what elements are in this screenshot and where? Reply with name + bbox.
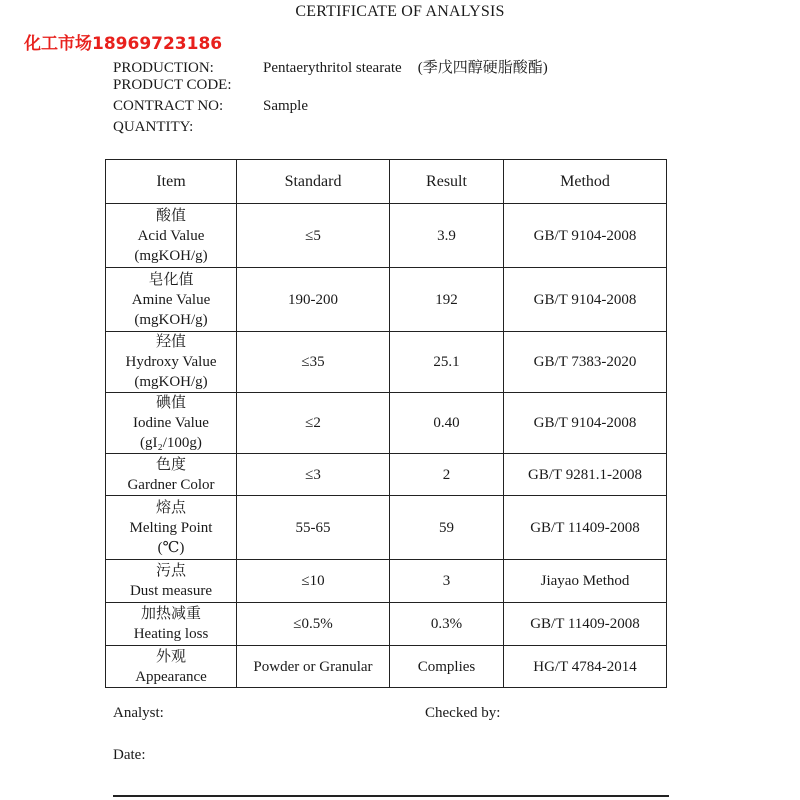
page-title: CERTIFICATE OF ANALYSIS bbox=[295, 3, 505, 20]
method-cell: GB/T 9104-2008 bbox=[504, 268, 667, 332]
table-row bbox=[106, 393, 667, 454]
method-cell: GB/T 7383-2020 bbox=[504, 332, 667, 393]
item-en: Heating loss bbox=[133, 626, 209, 642]
method-cell: GB/T 9104-2008 bbox=[504, 204, 667, 268]
item-unit: (mgKOH/g) bbox=[134, 247, 208, 264]
standard-cell: ≤35 bbox=[237, 332, 390, 393]
header-result: Result bbox=[390, 160, 504, 204]
table-row bbox=[106, 332, 667, 393]
item-en: Dust measure bbox=[129, 583, 213, 599]
quantity-label: QUANTITY: bbox=[113, 119, 194, 135]
result-cell: 2 bbox=[390, 454, 504, 496]
item-cn: 外观 bbox=[155, 648, 186, 665]
result-cell: 25.1 bbox=[390, 332, 504, 393]
standard-cell: ≤3 bbox=[237, 454, 390, 496]
analyst-label: Analyst: bbox=[113, 705, 164, 721]
item-cell bbox=[106, 454, 237, 496]
item-en: Gardner Color bbox=[127, 476, 215, 493]
table-row bbox=[106, 268, 667, 332]
standard-cell: ≤0.5% bbox=[237, 603, 390, 646]
table-row bbox=[106, 603, 667, 646]
production-value-cn: (季戊四醇硬脂酸酯) bbox=[417, 60, 548, 76]
date-label: Date: bbox=[113, 747, 146, 763]
standard-cell: 55-65 bbox=[237, 496, 390, 560]
checked-by-label: Checked by: bbox=[425, 705, 501, 721]
production-label: PRODUCTION: bbox=[113, 60, 214, 76]
result-cell: 59 bbox=[390, 496, 504, 560]
item-en: Melting Point bbox=[129, 519, 213, 536]
item-cn: 污点 bbox=[155, 563, 186, 579]
header-method: Method bbox=[504, 160, 667, 204]
standard-cell: Powder or Granular bbox=[237, 646, 390, 688]
header-standard: Standard bbox=[237, 160, 390, 204]
result-cell: 3.9 bbox=[390, 204, 504, 268]
result-cell: 0.40 bbox=[390, 393, 504, 454]
item-cell bbox=[106, 496, 237, 560]
result-cell: 3 bbox=[390, 560, 504, 603]
item-cell bbox=[106, 332, 237, 393]
item-en: Iodine Value bbox=[133, 415, 209, 431]
product-code-label: PRODUCT CODE: bbox=[113, 77, 232, 93]
method-cell: HG/T 4784-2014 bbox=[504, 646, 667, 688]
item-unit: (mgKOH/g) bbox=[134, 374, 208, 390]
quantity-row bbox=[113, 119, 263, 136]
result-cell: 0.3% bbox=[390, 603, 504, 646]
item-cn: 色度 bbox=[155, 456, 186, 473]
table-row bbox=[106, 646, 667, 688]
standard-cell: 190-200 bbox=[237, 268, 390, 332]
item-cell bbox=[106, 204, 237, 268]
production-value: Pentaerythritol stearate bbox=[263, 60, 402, 76]
method-cell: GB/T 11409-2008 bbox=[504, 496, 667, 560]
method-cell: GB/T 11409-2008 bbox=[504, 603, 667, 646]
header-item: Item bbox=[106, 160, 237, 204]
item-cn: 加热减重 bbox=[140, 606, 201, 622]
item-unit: (gI₂/100g) bbox=[140, 435, 202, 451]
analysis-table bbox=[105, 159, 667, 688]
result-cell: 192 bbox=[390, 268, 504, 332]
item-cn: 羟值 bbox=[155, 334, 186, 350]
watermark-phone: 化工市场18969723186 bbox=[24, 34, 223, 54]
table-row bbox=[106, 454, 667, 496]
item-en: Amine Value bbox=[131, 291, 211, 308]
signature-rule bbox=[113, 795, 669, 797]
table-row bbox=[106, 496, 667, 560]
contract-row bbox=[113, 98, 308, 115]
table-row bbox=[106, 204, 667, 268]
item-cell bbox=[106, 393, 237, 454]
standard-cell: ≤10 bbox=[237, 560, 390, 603]
item-en: Hydroxy Value bbox=[125, 354, 217, 370]
item-unit: (mgKOH/g) bbox=[134, 311, 208, 328]
item-cell bbox=[106, 560, 237, 603]
method-cell: Jiayao Method bbox=[504, 560, 667, 603]
standard-cell: ≤5 bbox=[237, 204, 390, 268]
item-unit: (℃) bbox=[157, 539, 185, 556]
result-cell: Complies bbox=[390, 646, 504, 688]
item-en: Acid Value bbox=[137, 227, 205, 244]
production-row bbox=[113, 56, 548, 77]
method-cell: GB/T 9104-2008 bbox=[504, 393, 667, 454]
contract-value: Sample bbox=[263, 98, 308, 114]
item-cell bbox=[106, 646, 237, 688]
item-cn: 碘值 bbox=[155, 395, 186, 411]
item-cn: 酸值 bbox=[155, 207, 186, 224]
table-row bbox=[106, 560, 667, 603]
item-cn: 皂化值 bbox=[148, 271, 194, 288]
standard-cell: ≤2 bbox=[237, 393, 390, 454]
method-cell: GB/T 9281.1-2008 bbox=[504, 454, 667, 496]
product-code-row bbox=[113, 77, 263, 94]
table-header-row bbox=[106, 160, 667, 204]
item-cell bbox=[106, 603, 237, 646]
item-en: Appearance bbox=[135, 668, 207, 685]
item-cell bbox=[106, 268, 237, 332]
item-cn: 熔点 bbox=[155, 499, 186, 516]
contract-label: CONTRACT NO: bbox=[113, 98, 224, 114]
